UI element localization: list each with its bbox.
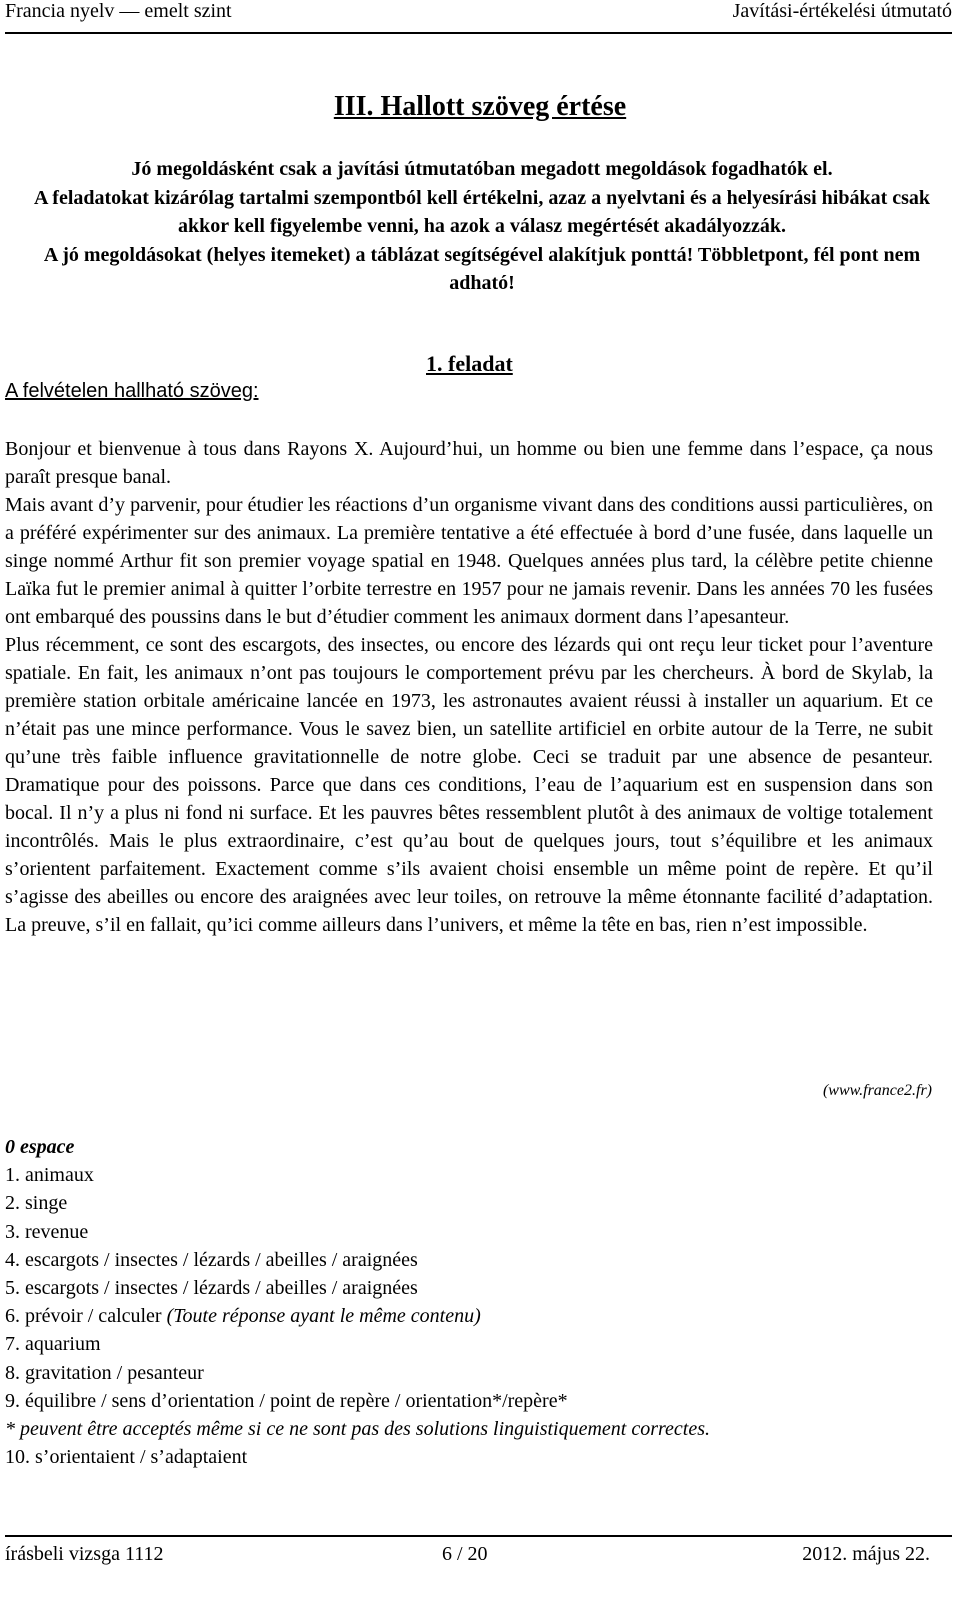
page-footer [0, 1543, 960, 1573]
footer-date: 2012. május 22. [802, 1543, 930, 1565]
transcript [5, 435, 933, 939]
instructions [32, 155, 932, 298]
answer-item: 8. gravitation / pesanteur [5, 1361, 204, 1384]
transcript-paragraph: Mais avant d’y parvenir, pour étudier les réactions d’un organisme vivant dans des conditions aussi particulières, on a préféré expérimenter sur des animaux. La première tentative a été effectuée à bord d’une fusée, dans laquelle un singe nommé Arthur fit son premier voyage spatial en 1948. Quelques années plus tard, la célèbre petite chienne Laïka fut le premier animal à quitter l’orbite terrestre en 1957 pour ne jamais revenir. Dans les années 70 les fusées ont embarqué des poussins dans le but d’étudier comment les animaux dorment dans l’apesanteur. [5, 494, 933, 628]
answer-item-6-text: 6. prévoir / calculer [5, 1305, 167, 1328]
header-subject: Francia nyelv — emelt szint [5, 0, 232, 22]
answer-item: 7. aquarium [5, 1333, 101, 1356]
transcript-label: A felvételen hallható szöveg: [5, 380, 259, 402]
footer-page-number: 6 / 20 [442, 1543, 488, 1565]
task-label: 1. feladat [426, 351, 513, 376]
instruction-line: A feladatokat kizárólag tartalmi szempontból kell értékelni, azaz a nyelvtani és a helyesírási hibákat csak akkor kell figyelembe venni, ha azok a válasz megértését akadályozzák. [33, 186, 931, 237]
answer-item: 9. équilibre / sens d’orientation / point de repère / orientation*/repère* [5, 1389, 568, 1412]
answer-item: 3. revenue [5, 1220, 89, 1243]
answer-example: 0 espace [5, 1136, 75, 1158]
section-title: III. Hallott szöveg értése [333, 91, 627, 122]
answer-item: 4. escargots / insectes / lézards / abeilles / araignées [5, 1248, 418, 1271]
page-header [0, 0, 960, 32]
answer-item: 2. singe [5, 1192, 68, 1215]
footer-exam-code: írásbeli vizsga 1112 [5, 1543, 164, 1565]
instruction-line: Jó megoldásként csak a javítási útmutatóban megadott megoldások fogadhatók el. [131, 158, 833, 180]
transcript-source: (www.france2.fr) [822, 1082, 932, 1099]
answer-item-6-note: (Toute réponse ayant le même contenu) [166, 1305, 481, 1328]
instruction-line: A jó megoldásokat (helyes itemeket) a táblázat segítségével alakítjuk ponttá! Többletpont, fél pont nem adható! [43, 243, 921, 294]
answer-footnote: * peuvent être acceptés même si ce ne sont pas des solutions linguistiquement correctes. [5, 1418, 711, 1441]
footer-divider [5, 1535, 952, 1537]
transcript-paragraph: Plus récemment, ce sont des escargots, des insectes, ou encore des lézards qui ont reçu leur ticket pour l’aventure spatiale. En fait, les animaux n’ont pas toujours le comportement prévu par les chercheurs. À bord de Skylab, la première station orbitale américaine lancée en 1973, les astronautes avaient réussi à installer un aquarium. Et ce n’était pas une mince performance. Vous le savez bien, un satellite artificiel en orbite autour de la Terre, ne subit qu’une très faible influence gravitationnelle de notre globe. Ceci se traduit par une absence de pesanteur. Dramatique pour des poissons. Parce que dans ces conditions, l’eau de l’aquarium est en suspension dans son bocal. Il n’y a plus ni fond ni surface. Et les pauvres bêtes ressemblent plutôt à des animaux de voltige totalement incontrôlés. Mais le plus extraordinaire, c’est qu’au bout de quelques jours, tout s’équilibre et les animaux s’orientent parfaitement. Exactement comme s’ils avaient choisi ensemble un même point de repère. Et qu’il s’agisse des abeilles ou encore des araignées avec leur toiles, on retrouve la même étonnante facilité d’adaptation. La preuve, s’il en fallait, qu’ici comme ailleurs dans l’univers, et même la tête en bas, rien n’est impossible. [5, 634, 933, 936]
header-document-type: Javítási-értékelési útmutató [732, 0, 952, 22]
answer-key [5, 1133, 935, 1471]
answer-item: 5. escargots / insectes / lézards / abeilles / araignées [5, 1277, 418, 1300]
answer-item-6 [5, 1302, 935, 1330]
header-divider [5, 32, 952, 34]
answer-item: 1. animaux [5, 1164, 94, 1187]
answer-item: 10. s’orientaient / s’adaptaient [5, 1446, 248, 1469]
transcript-paragraph: Bonjour et bienvenue à tous dans Rayons X. Aujourd’hui, un homme ou bien une femme dans l’espace, ça nous paraît presque banal. [5, 438, 933, 488]
